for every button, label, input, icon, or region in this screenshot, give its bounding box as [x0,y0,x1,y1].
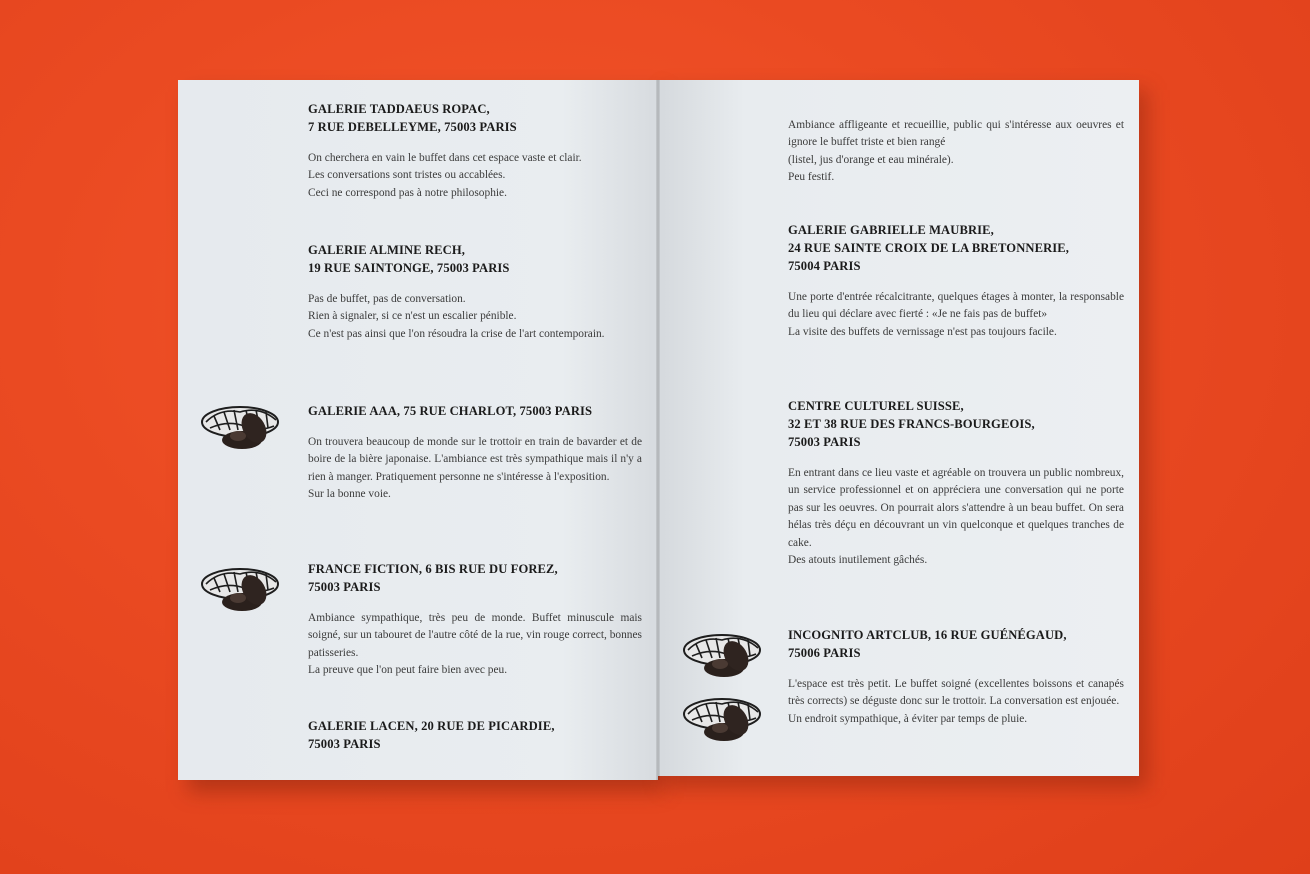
gallery-entry [308,560,642,680]
entry-title [308,241,642,277]
entry-title [308,100,642,136]
title-line: 75003 PARIS [788,435,861,449]
entry-title [788,397,1124,451]
body-line: Ambiance sympathique, très peu de monde. Buffet minuscule mais soigné, sur un tabouret de l'autre côté de la rue, vin rouge correct, bonnes patisseries. [308,612,642,659]
entry-title [308,560,642,596]
body-line: Une porte d'entrée récalcitrante, quelques étages à monter, la responsable du lieu qui déclare avec fierté : «Je ne fais pas de buffet» [788,291,1124,321]
gallery-entry [788,626,1124,728]
right-page [658,80,1139,776]
left-page [178,80,658,780]
title-line: 7 RUE DEBELLEYME, 75003 PARIS [308,120,517,134]
title-line: 32 ET 38 RUE DES FRANCS-BOURGEOIS, [788,417,1035,431]
entry-body [308,434,642,504]
title-line: INCOGNITO ARTCLUB, 16 RUE GUÉNÉGAUD, [788,628,1067,642]
entry-body [788,289,1124,341]
title-line: 75003 PARIS [308,580,381,594]
entry-body [788,465,1124,569]
gallery-entry [308,100,642,202]
body-line: Rien à signaler, si ce n'est un escalier pénible. [308,310,517,323]
peanut-icon [200,400,284,456]
entry-body [788,676,1124,728]
peanut-icon [682,692,766,748]
title-line: 75004 PARIS [788,259,861,273]
body-line: Ce n'est pas ainsi que l'on résoudra la crise de l'art contemporain. [308,327,605,340]
title-line: CENTRE CULTUREL SUISSE, [788,399,964,413]
body-line: Des atouts inutilement gâchés. [788,554,928,567]
entry-body [308,610,642,680]
peanut-icon [200,562,284,618]
title-line: 75006 PARIS [788,646,861,660]
body-line: L'espace est très petit. Le buffet soigné (excellentes boissons et canapés très corrects) se déguste donc sur le trottoir. La conversation est enjouée. [788,678,1124,708]
entry-body [788,117,1124,187]
gallery-entry [788,397,1124,569]
booklet-fold [656,80,660,780]
body-line: Ambiance affligeante et recueillie, public qui s'intéresse aux oeuvres et ignore le buffet triste et bien rangé [788,119,1124,149]
entry-title [788,221,1124,275]
body-line: La preuve que l'on peut faire bien avec peu. [308,664,508,677]
body-line: Un endroit sympathique, à éviter par temps de pluie. [788,712,1028,725]
gallery-entry [308,402,642,504]
body-line: (listel, jus d'orange et eau minérale). [788,153,954,166]
body-line: Peu festif. [788,171,835,184]
title-line: GALERIE ALMINE RECH, [308,243,465,257]
body-line: On trouvera beaucoup de monde sur le trottoir en train de bavarder et de boire de la bière japonaise. L'ambiance est très sympathique mais il n'y a rien à manger. Pratiquement personne ne s'intéresse à l'exposition. [308,436,642,483]
title-line: 75003 PARIS [308,737,381,751]
entry-title [788,626,1124,662]
entry-title [308,717,642,753]
entry-title [308,402,642,420]
body-line: Pas de buffet, pas de conversation. [308,293,466,305]
title-line: 24 RUE SAINTE CROIX DE LA BRETONNERIE, [788,241,1070,255]
body-line: Les conversations sont tristes ou accablées. [308,169,506,182]
body-line: La visite des buffets de vernissage n'est pas toujours facile. [788,325,1057,338]
peanut-icon [682,628,766,684]
gallery-entry [308,717,642,753]
gallery-entry [308,241,642,343]
continued-entry [788,117,1124,187]
body-line: Sur la bonne voie. [308,488,391,501]
title-line: GALERIE TADDAEUS ROPAC, [308,102,490,116]
entry-body [308,291,642,343]
title-line: FRANCE FICTION, 6 BIS RUE DU FOREZ, [308,562,558,576]
title-line: GALERIE GABRIELLE MAUBRIE, [788,223,994,237]
body-line: Ceci ne correspond pas à notre philosophie. [308,186,507,199]
gallery-entry [788,221,1124,341]
body-line: En entrant dans ce lieu vaste et agréable on trouvera un public nombreux, un service professionnel et on appréciera une conversation qui ne porte pas sur les oeuvres. On pourrait alors s'attendre à un beau buffet. On sera hélas très déçu en découvrant un vin quelconque et quelques tranches de cake. [788,467,1124,549]
body-line: On cherchera en vain le buffet dans cet espace vaste et clair. [308,152,582,164]
title-line: 19 RUE SAINTONGE, 75003 PARIS [308,261,510,275]
entry-body [308,150,642,202]
title-line: GALERIE LACEN, 20 RUE DE PICARDIE, [308,719,555,733]
title-line: GALERIE AAA, 75 RUE CHARLOT, 75003 PARIS [308,404,593,418]
